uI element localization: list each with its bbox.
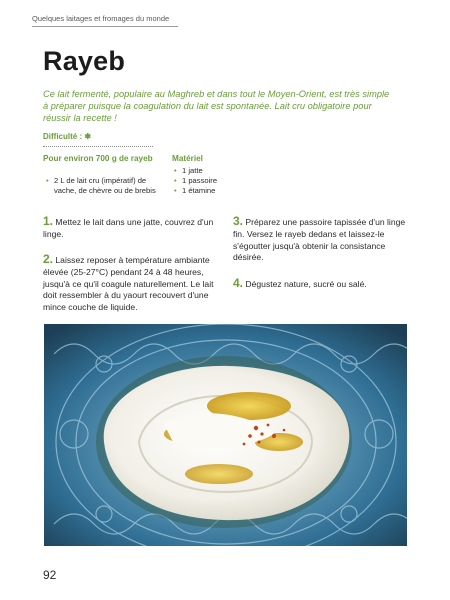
running-head: Quelques laitages et fromages du monde — [32, 14, 170, 23]
page-number: 92 — [43, 568, 57, 582]
difficulty-rule — [43, 146, 153, 147]
ingredient-item — [46, 176, 156, 195]
materiel-item — [174, 176, 217, 186]
step-number: 2. — [43, 252, 54, 266]
rayeb-photo-illustration — [44, 324, 407, 546]
step-text: Laissez reposer à température ambiante élevée (25-27°C) pendant 24 à 48 heures, jusqu'à ce qu'il coagule naturellement. Le lait doit ressembler à du yaourt recouvert d'une mince couche de liquide. — [43, 255, 214, 313]
running-head-rule — [32, 26, 178, 27]
step-text: Mettez le lait dans une jatte, couvrez d'un linge. — [43, 217, 214, 239]
materiel-item — [174, 186, 217, 196]
step-number: 3. — [233, 214, 244, 228]
ingredient-text: 2 L de lait cru (impératif) de vache, de chèvre ou de brebis — [54, 176, 156, 195]
materiel-text: 1 passoire — [182, 176, 218, 185]
ingredient-list — [46, 176, 156, 195]
materiel-text: 1 étamine — [182, 186, 216, 195]
step-text: Dégustez nature, sucré ou salé. — [245, 279, 367, 289]
materiel-text: 1 jatte — [182, 166, 203, 175]
bullet-icon: • — [174, 166, 177, 175]
materiel-item — [174, 166, 217, 176]
rayeb-photo — [44, 324, 407, 546]
step-4 — [233, 278, 409, 291]
step-1 — [43, 216, 219, 241]
step-number: 4. — [233, 276, 244, 290]
step-3 — [233, 216, 409, 264]
step-2 — [43, 254, 219, 314]
recipe-intro: Ce lait fermenté, populaire au Maghreb et dans tout le Moyen-Orient, est très simple à préparer puisque la coagulation du lait est spontanée. Lait cru obligatoire pour réussir la recette ! — [43, 89, 390, 123]
materiel-list — [174, 166, 217, 196]
bullet-icon: • — [174, 186, 177, 195]
step-number: 1. — [43, 214, 54, 228]
recipe-title: Rayeb — [43, 46, 126, 76]
bullet-icon: • — [174, 176, 177, 185]
materiel-title: Matériel — [172, 154, 203, 163]
step-text: Préparez une passoire tapissée d'un linge fin. Versez le rayeb dedans et laissez-le s'égoutter jusqu'à obtenir la consistance désirée. — [233, 217, 406, 263]
bullet-icon: • — [46, 176, 49, 185]
recipe-yield: Pour environ 700 g de rayeb — [43, 154, 153, 163]
difficulty-label: Difficulté : ✱ — [43, 132, 92, 141]
